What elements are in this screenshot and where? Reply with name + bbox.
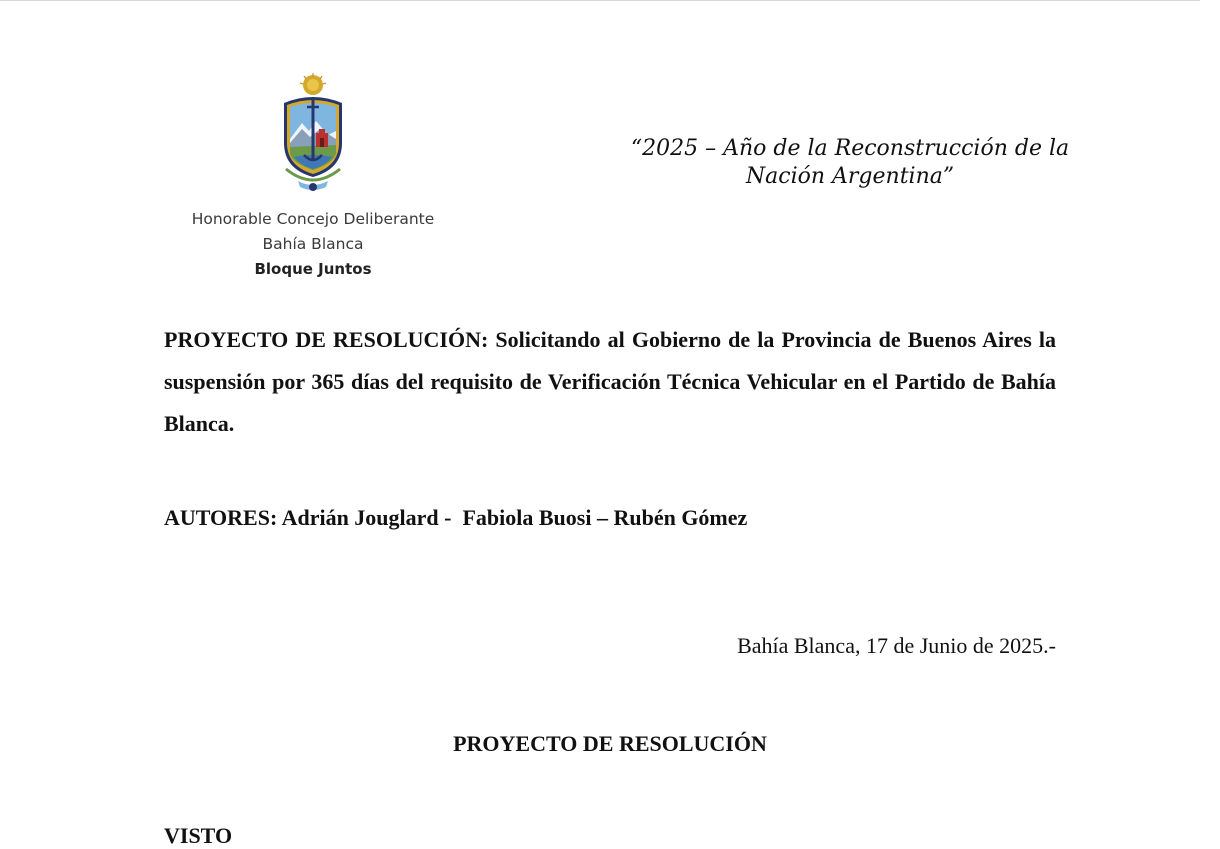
org-city: Bahía Blanca — [262, 235, 364, 253]
section-heading: PROYECTO DE RESOLUCIÓN — [453, 731, 767, 756]
year-motto — [600, 135, 1100, 191]
coat-of-arms-icon — [276, 73, 350, 197]
date-line: Bahía Blanca, 17 de Junio de 2025.- — [737, 633, 1056, 658]
organization-block — [150, 207, 476, 282]
next-section-heading: VISTO — [164, 823, 233, 848]
motto-line-2: Nación Argentina” — [745, 164, 955, 189]
sun-icon — [300, 73, 326, 95]
project-title: PROYECTO DE RESOLUCIÓN: Solicitando al Gobierno de la Provincia de Buenos Aires la suspensión por 365 días del requisito de Verificación Técnica Vehicular en el Partido de Bahía Blanca. — [164, 327, 1056, 436]
motto-line-1: “2025 – Año de la Reconstrucción de la — [630, 136, 1070, 161]
org-bloc: Bloque Juntos — [254, 260, 372, 278]
authors-line: AUTORES: Adrián Jouglard - Fabiola Buosi – Rubén Gómez — [164, 505, 748, 530]
org-name: Honorable Concejo Deliberante — [191, 210, 435, 228]
